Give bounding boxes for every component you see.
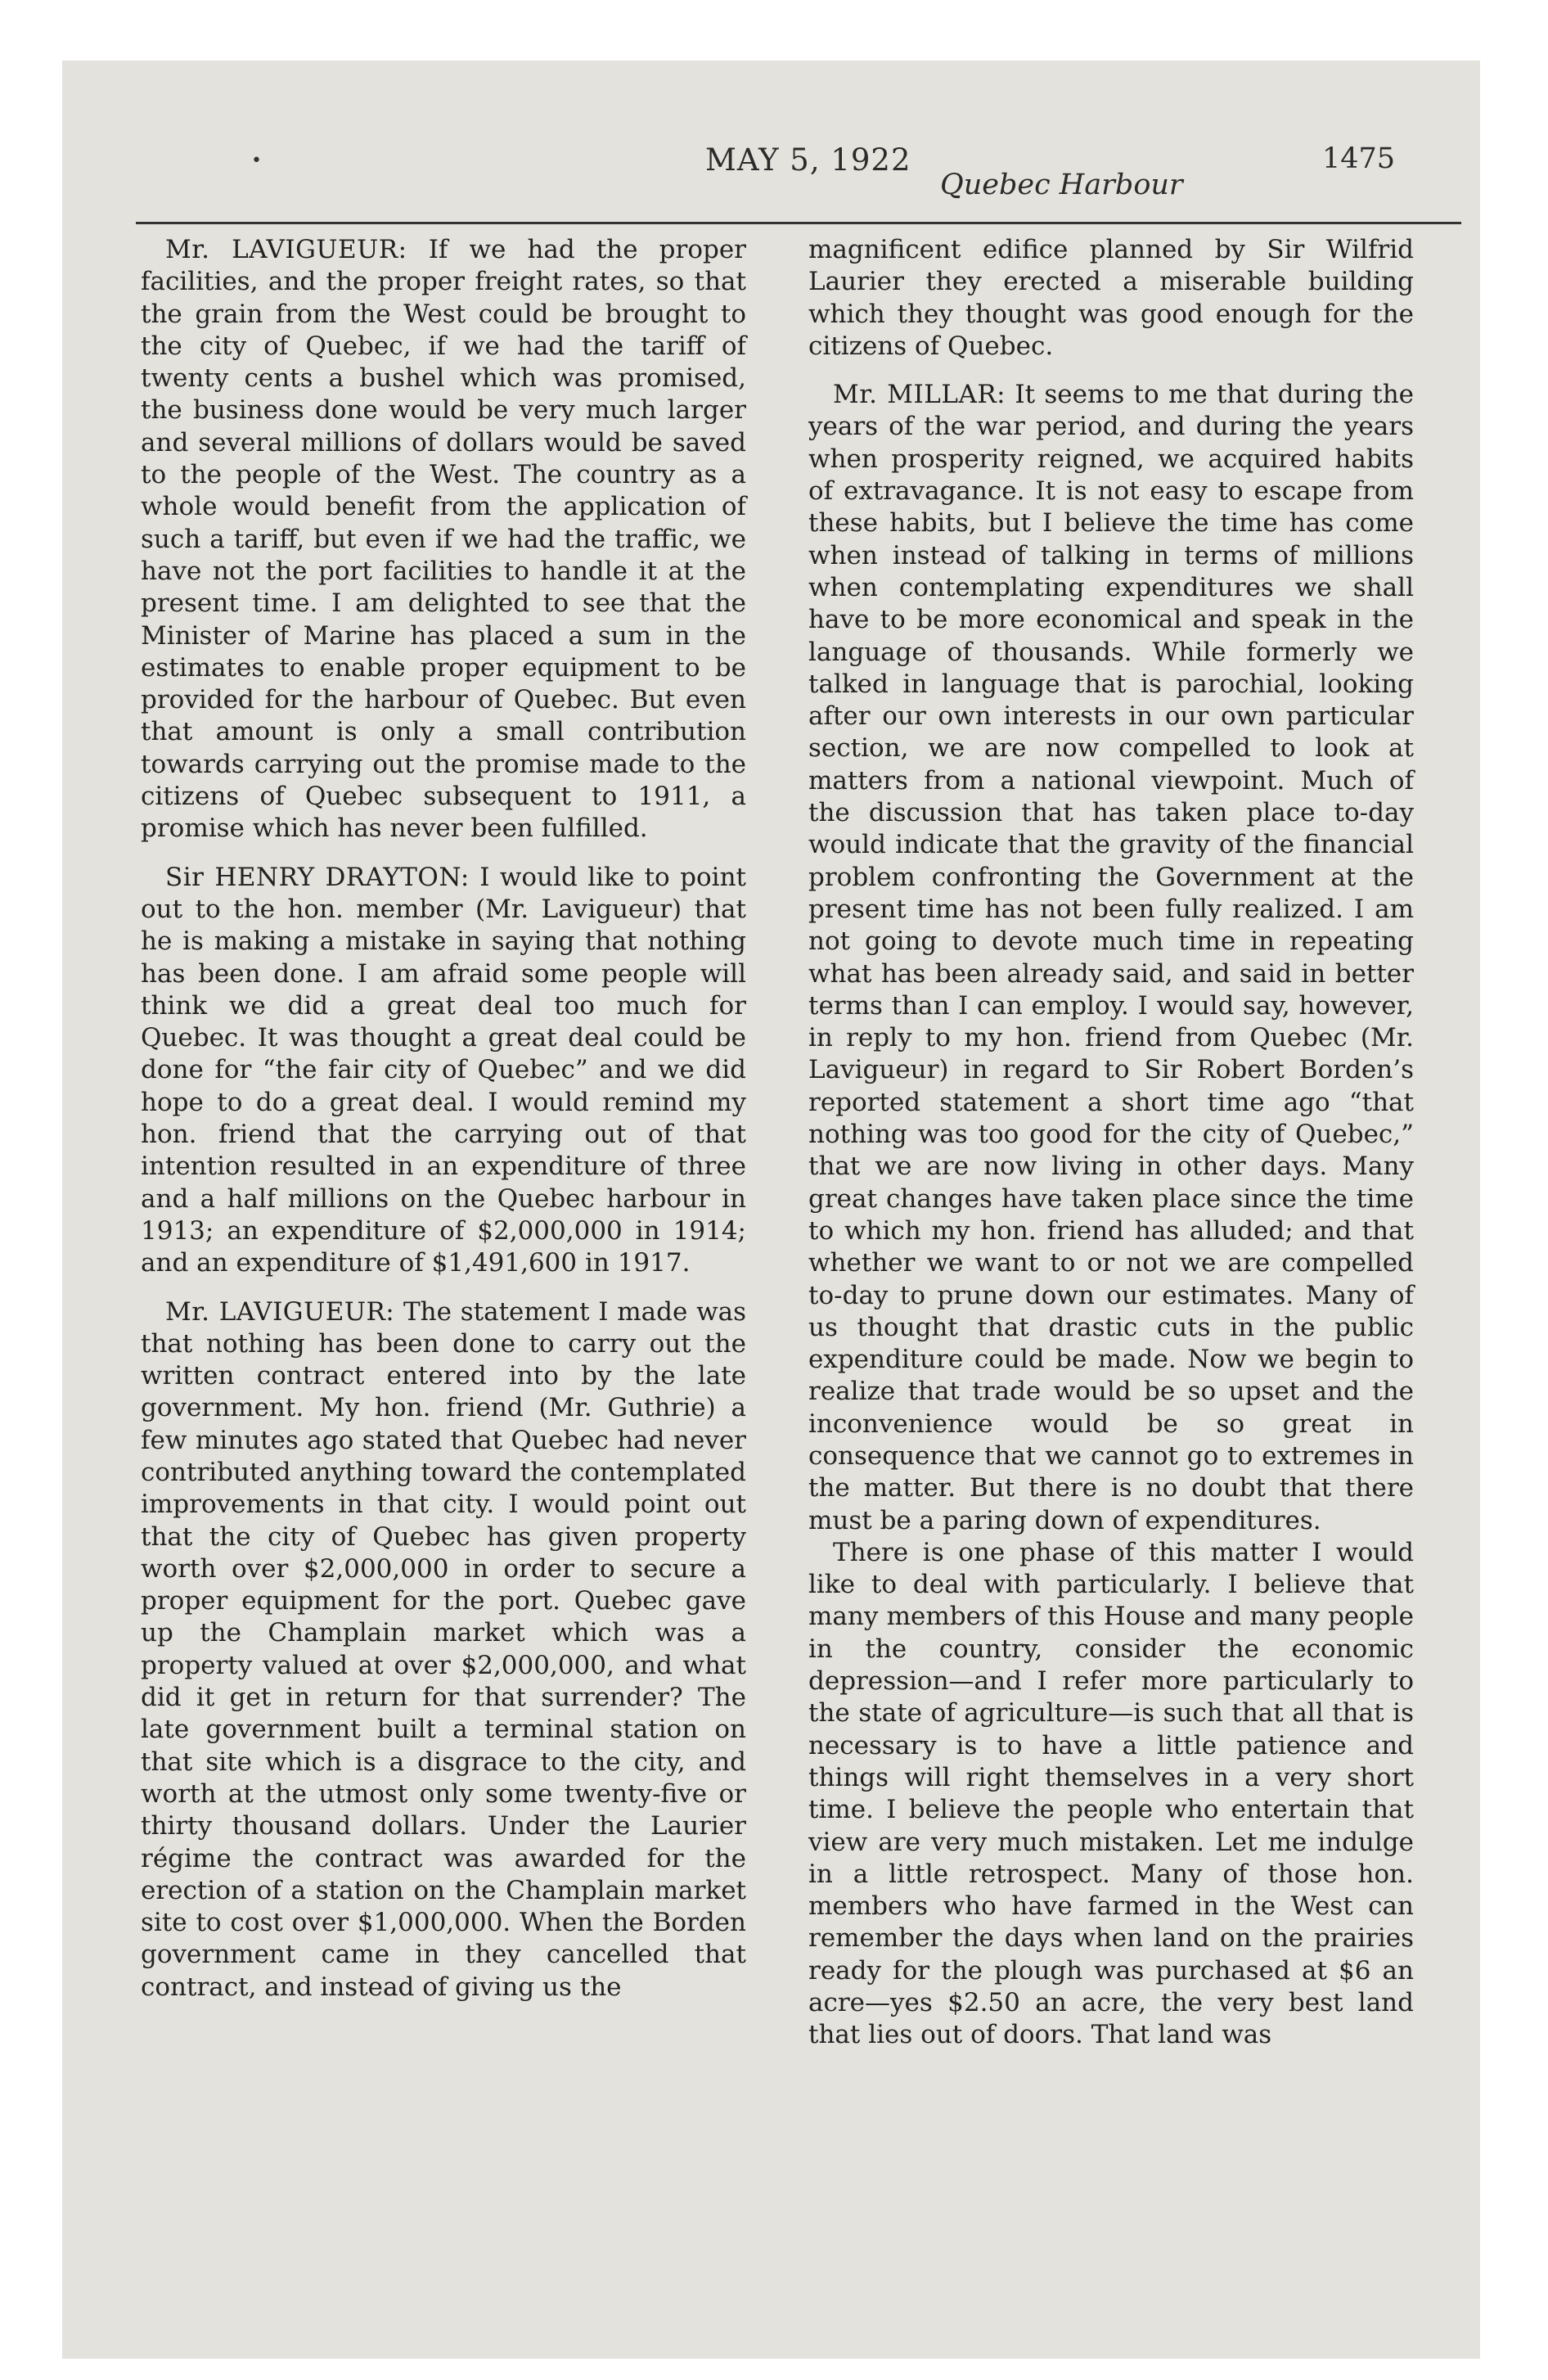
paragraph-text: There is one phase of this matter I would like to deal with particularly. I believe that many members of this House and many people in the country, consider the economic depression—and I refer more particularly to the state of agriculture—is such that all that is necessary is to have a little patience and things will right themselves in a very short time. I believe the people who entertain that view are very much mistaken. Let me indulge in a little retrospect. Many of those hon. members who have farmed in the West can remember the days when land on the prairies ready for the plough was purchased at $6 an acre—yes $2.50 an acre, the very best land that lies out of doors. That land was xyxy=(808,1537,1414,2050)
speaker-name: Sir HENRY DRAYTON: xyxy=(165,862,470,892)
speaker-name: Mr. LAVIGUEUR: xyxy=(165,1296,395,1327)
paragraph-text: magnificent edifice planned by Sir Wilfrid Laurier they erected a miserable building which they thought was good enough for the citizens of Quebec. xyxy=(808,235,1414,361)
right-column xyxy=(808,234,1414,2052)
paragraph xyxy=(808,379,1414,1537)
paragraph xyxy=(141,234,746,845)
speaker-name: Mr. MILLAR: xyxy=(833,380,1006,410)
page-header xyxy=(62,61,1480,216)
header-section-title: Quebec Harbour xyxy=(940,169,1183,201)
left-column xyxy=(141,234,746,2004)
scanned-page xyxy=(62,61,1480,2359)
header-mark: • xyxy=(251,151,262,171)
paragraph-text: If we had the proper facilities, and the proper freight rates, so that the grain from the West could be brought to the city of Quebec, if we had the tariff of twenty cents a bushel which was promised, the business done would be very much larger and several millions of dollars would be saved to the people of the West. The country as a whole would benefit from the application of such a tariff, but even if we had the traffic, we have not the port facilities to handle it at the present time. I am delighted to see that the Minister of Marine has placed a sum in the estimates to enable proper equipment to be provided for the harbour of Quebec. But even that amount is only a small contribution towards carrying out the promise made to the citizens of Quebec subsequent to 1911, a promise which has never been fulfilled. xyxy=(141,235,747,844)
header-date: MAY 5, 1922 xyxy=(705,142,911,178)
paragraph-text: I would like to point out to the hon. member (Mr. Lavigueur) that he is making a mistake in saying that nothing has been done. I am afraid some people will think we did a great deal too much for Quebec. It was thought a great deal could be done for “the fair city of Quebec” and we did hope to do a great deal. I would remind my hon. friend that the carrying out of that intention resulted in an expenditure of three and a half millions on the Quebec harbour in 1913; an expenditure of $2,000,000 in 1914; and an expenditure of $1,491,600 in 1917. xyxy=(141,862,746,1278)
speaker-name: Mr. LAVIGUEUR: xyxy=(165,235,407,264)
paragraph xyxy=(808,1537,1414,2052)
page-number: 1475 xyxy=(1322,142,1396,175)
paragraph-text: The statement I made was that nothing has been done to carry out the written contract entered into by the late government. My hon. friend (Mr. Guthrie) a few minutes ago stated that Quebec had never contributed anything toward the contemplated improvements in that city. I would point out that the city of Quebec has given property worth over $2,000,000 in order to secure a proper equipment for the port. Quebec gave up the Champlain market which was a property valued at over $2,000,000, and what did it get in return for that surrender? The late government built a terminal station on that site which is a disgrace to the city, and worth at the utmost only some twenty-five or thirty thousand dollars. Under the Laurier régime the contract was awarded for the erection of a station on the Champlain market site to cost over $1,000,000. When the Borden government came in they cancelled that contract, and instead of giving us the xyxy=(141,1296,746,2002)
paragraph-text: It seems to me that during the years of the war period, and during the years when prosperity reigned, we acquired habits of extravagance. It is not easy to escape from these habits, but I believe the time has come when instead of talking in terms of millions when contemplating expenditures we shall have to be more economical and speak in the language of thousands. While formerly we talked in language that is parochial, looking after our own interests in our own particular section, we are now compelled to look at matters from a national viewpoint. Much of the discussion that has taken place to-day would indicate that the gravity of the financial problem confronting the Government at the present time has not been fully realized. I am not going to devote much time in repeating what has been already said, and said in better terms than I can employ. I would say, however, in reply to my hon. friend from Quebec (Mr. Lavigueur) in regard to Sir Robert Borden’s reported statement a short time ago “that nothing was too good for the city of Quebec,” that we are now living in other days. Many great changes have taken place since the time to which my hon. friend has alluded; and that whether we want to or not we are compelled to-day to prune down our estimates. Many of us thought that drastic cuts in the public expenditure could be made. Now we begin to realize that trade would be so upset and the inconvenience would be so great in consequence that we cannot go to extremes in the matter. But there is no doubt that there must be a paring down of expenditures. xyxy=(808,380,1415,1535)
paragraph xyxy=(141,1296,746,2004)
paragraph xyxy=(808,234,1414,363)
header-rule xyxy=(136,222,1461,224)
paragraph xyxy=(141,862,746,1280)
